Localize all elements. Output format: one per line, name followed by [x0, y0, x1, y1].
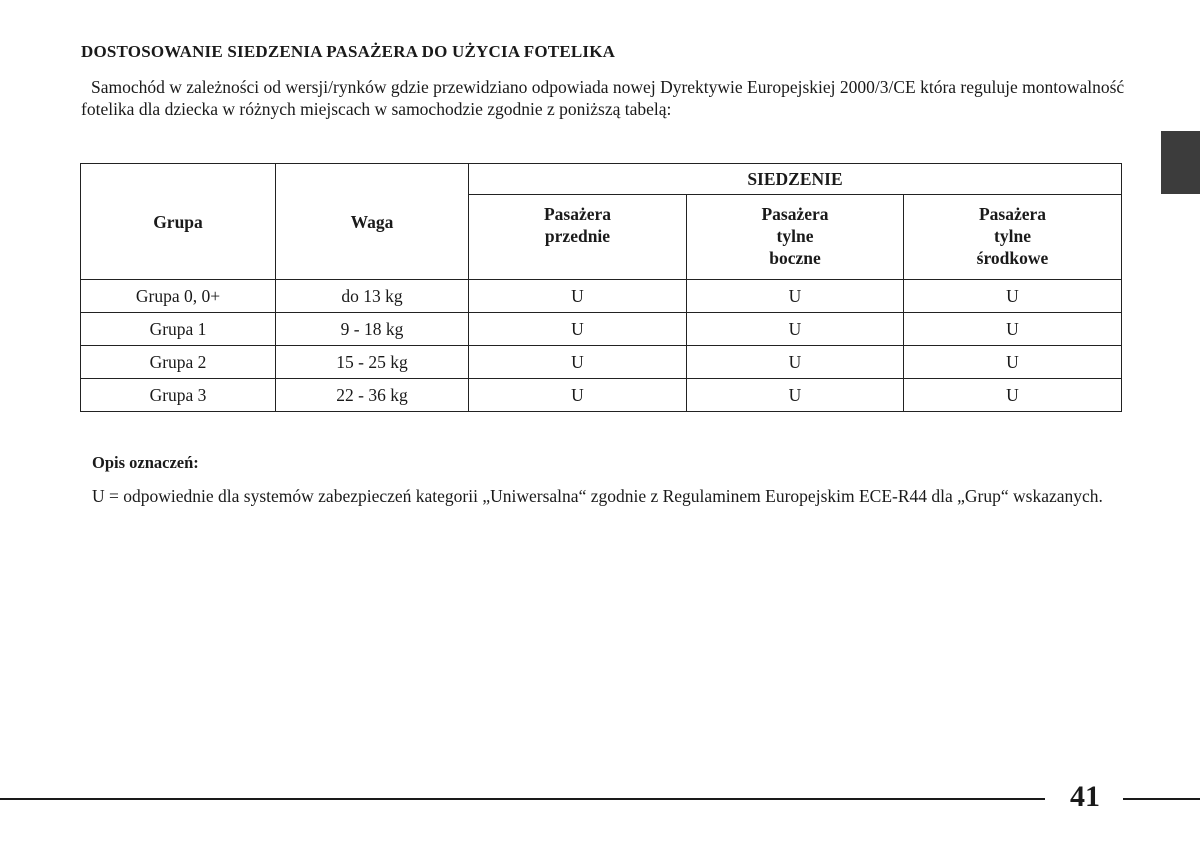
header-rear-center-line1: Pasażera	[978, 204, 1047, 224]
cell-rear-side: U	[687, 313, 904, 346]
header-rear-center-line3: środkowe	[976, 248, 1049, 268]
header-rear-center-passenger	[904, 195, 1122, 280]
header-rear-side-passenger	[687, 195, 904, 280]
cell-group: Grupa 0, 0+	[81, 280, 276, 313]
section-heading: DOSTOSOWANIE SIEDZENIA PASAŻERA DO UŻYCIA FOTELIKA	[81, 42, 616, 61]
cell-front: U	[469, 280, 687, 313]
table-row	[81, 313, 1122, 346]
header-front-line2: przednie	[544, 226, 611, 246]
header-group: Grupa	[81, 164, 276, 280]
cell-rear-center: U	[904, 346, 1122, 379]
page-number: 41	[1070, 780, 1100, 813]
cell-group: Grupa 1	[81, 313, 276, 346]
cell-weight: do 13 kg	[276, 280, 469, 313]
chapter-tab-marker	[1161, 131, 1200, 194]
cell-rear-side: U	[687, 346, 904, 379]
cell-rear-center: U	[904, 280, 1122, 313]
cell-group: Grupa 2	[81, 346, 276, 379]
header-rear-center-line2: tylne	[994, 226, 1031, 246]
header-rear-side-line1: Pasażera	[761, 204, 829, 224]
intro-text: Samochód w zależności od wersji/rynków gdzie przewidziano odpowiada nowej Dyrektywie Europejskiej 2000/3/CE która reguluje montowalność fotelika dla dziecka w różnych miejscach w samochodzie zgodnie z poniższą tabelą:	[81, 77, 1125, 119]
child-seat-table	[80, 163, 1122, 412]
table-row	[81, 280, 1122, 313]
cell-front: U	[469, 346, 687, 379]
footer-rule-right	[1123, 798, 1200, 800]
cell-front: U	[469, 313, 687, 346]
header-seat: SIEDZENIE	[469, 164, 1122, 195]
cell-weight: 9 - 18 kg	[276, 313, 469, 346]
cell-rear-side: U	[687, 379, 904, 412]
header-front-passenger	[469, 195, 687, 280]
cell-rear-center: U	[904, 313, 1122, 346]
legend-title: Opis oznaczeń:	[92, 453, 199, 472]
cell-weight: 22 - 36 kg	[276, 379, 469, 412]
header-front-line1: Pasażera	[543, 204, 612, 224]
cell-rear-center: U	[904, 379, 1122, 412]
intro-paragraph	[81, 76, 1125, 120]
table-row	[81, 346, 1122, 379]
cell-group: Grupa 3	[81, 379, 276, 412]
header-rear-side-line2: tylne	[776, 226, 814, 246]
cell-rear-side: U	[687, 280, 904, 313]
header-rear-side-line3: boczne	[769, 248, 821, 268]
cell-front: U	[469, 379, 687, 412]
cell-weight: 15 - 25 kg	[276, 346, 469, 379]
legend-text: U = odpowiednie dla systemów zabezpieczeń kategorii „Uniwersalna“ zgodnie z Regulaminem Europejskim ECE-R44 dla „Grup“ wskazanych.	[92, 486, 1103, 506]
header-weight: Waga	[276, 164, 469, 280]
table-row	[81, 379, 1122, 412]
footer-rule-left	[0, 798, 1045, 800]
